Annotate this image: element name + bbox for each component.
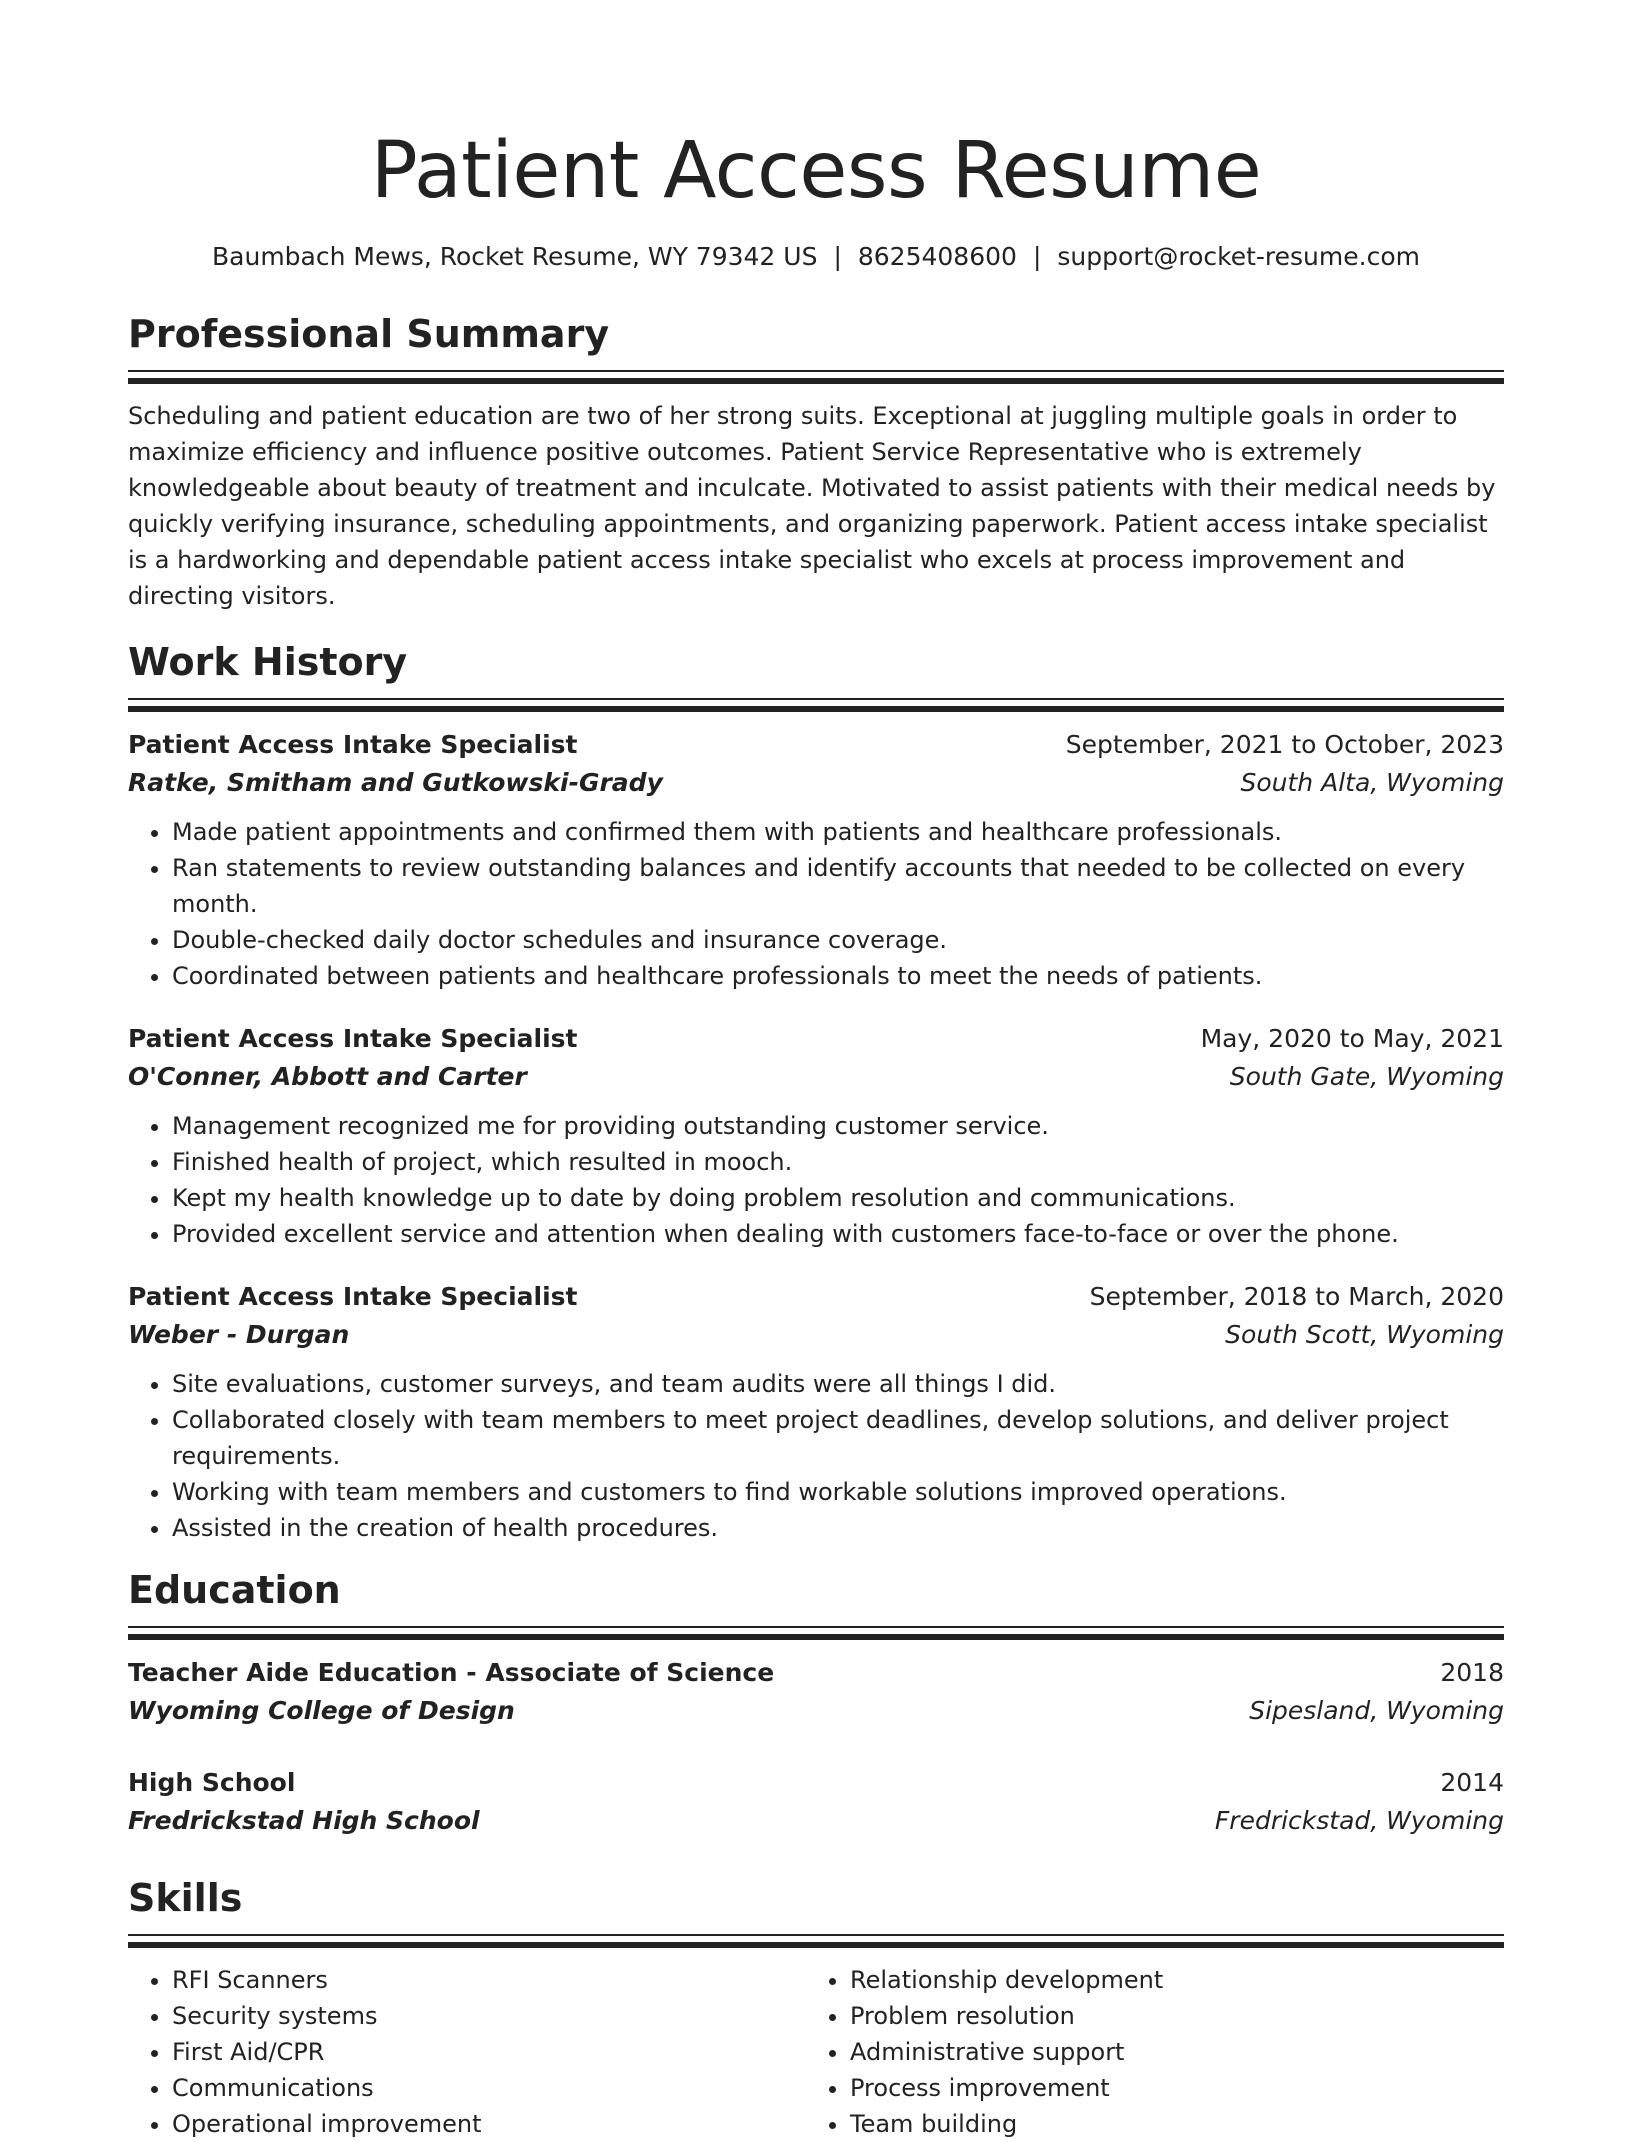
job-bullet: • Kept my health knowledge up to date by doing problem resolution and communications.	[172, 1180, 1504, 1216]
skills-list-left	[128, 1962, 806, 2142]
job-bullet: • Made patient appointments and confirmed them with patients and healthcare professionals.	[172, 814, 1504, 850]
skills-section	[128, 1874, 1504, 2142]
job-title: Patient Access Intake Specialist	[128, 1282, 578, 1311]
education-school: Fredrickstad High School	[128, 1806, 480, 1835]
section-divider	[128, 370, 1504, 384]
education-entry	[128, 1764, 1504, 1840]
job-location: South Gate, Wyoming	[1229, 1062, 1504, 1091]
job-entry	[128, 1020, 1504, 1252]
job-bullet: • Ran statements to review outstanding balances and identify accounts that needed to be collected on every month.	[172, 850, 1504, 922]
contact-phone: 8625408600	[857, 242, 1017, 271]
job-entry	[128, 1278, 1504, 1546]
job-header-row	[128, 726, 1504, 764]
education-degree: Teacher Aide Education - Associate of Science	[128, 1658, 775, 1687]
job-bullet: • Assisted in the creation of health procedures.	[172, 1510, 1504, 1546]
skill-item: • Administrative support	[850, 2034, 1484, 2070]
job-bullets	[128, 1108, 1504, 1252]
education-degree: High School	[128, 1768, 296, 1797]
education-year: 2014	[1440, 1768, 1504, 1797]
job-company-row	[128, 1058, 1504, 1096]
job-bullet: • Coordinated between patients and healthcare professionals to meet the needs of patients.	[172, 958, 1504, 994]
job-bullet: • Management recognized me for providing outstanding customer service.	[172, 1108, 1504, 1144]
job-bullet: • Finished health of project, which resulted in mooch.	[172, 1144, 1504, 1180]
skills-columns	[128, 1962, 1504, 2142]
section-title-skills: Skills	[128, 1876, 243, 1920]
skills-list-right	[806, 1962, 1484, 2142]
education-location: Sipesland, Wyoming	[1249, 1696, 1504, 1725]
job-bullet: • Provided excellent service and attention when dealing with customers face-to-face or over the phone.	[172, 1216, 1504, 1252]
education-header-row	[128, 1764, 1504, 1802]
summary-text: Scheduling and patient education are two of her strong suits. Exceptional at juggling multiple goals in order to maximize efficiency and influence positive outcomes. Patient Service Representative who is extremely knowledgeable about beauty of treatment and inculcate. Motivated to assist patients with their medical needs by quickly verifying insurance, scheduling appointments, and organizing paperwork. Patient access intake specialist is a hardworking and dependable patient access intake specialist who excels at process improvement and directing visitors.	[128, 402, 1496, 610]
job-bullet: • Working with team members and customers to find workable solutions improved operations.	[172, 1474, 1504, 1510]
job-header-row	[128, 1020, 1504, 1058]
job-company: O'Conner, Abbott and Carter	[128, 1062, 527, 1091]
section-title-summary: Professional Summary	[128, 312, 610, 356]
job-bullet: • Double-checked daily doctor schedules and insurance coverage.	[172, 922, 1504, 958]
section-title-education: Education	[128, 1568, 341, 1612]
education-header-row	[128, 1654, 1504, 1692]
contact-email: support@rocket-resume.com	[1057, 242, 1420, 271]
skill-item: • Operational improvement	[172, 2106, 806, 2142]
education-school: Wyoming College of Design	[128, 1696, 515, 1725]
education-school-row	[128, 1692, 1504, 1730]
section-title-work-history: Work History	[128, 640, 408, 684]
job-company: Ratke, Smitham and Gutkowski-Grady	[128, 768, 663, 797]
skill-item: • First Aid/CPR	[172, 2034, 806, 2070]
job-company: Weber - Durgan	[128, 1320, 350, 1349]
education-year: 2018	[1440, 1658, 1504, 1687]
job-location: South Alta, Wyoming	[1240, 768, 1504, 797]
job-dates: September, 2021 to October, 2023	[1065, 730, 1504, 759]
work-history-section	[128, 638, 1504, 1546]
job-company-row	[128, 764, 1504, 802]
contact-line	[128, 240, 1504, 274]
resume-name: Patient Access Resume	[370, 126, 1262, 216]
job-location: South Scott, Wyoming	[1225, 1320, 1504, 1349]
job-title: Patient Access Intake Specialist	[128, 730, 578, 759]
skill-item: • Relationship development	[850, 1962, 1484, 1998]
skill-item: • RFI Scanners	[172, 1962, 806, 1998]
resume-page	[128, 0, 1504, 2142]
skill-item: • Communications	[172, 2070, 806, 2106]
job-title: Patient Access Intake Specialist	[128, 1024, 578, 1053]
section-divider	[128, 1934, 1504, 1948]
job-dates: May, 2020 to May, 2021	[1200, 1024, 1504, 1053]
contact-separator: |	[833, 242, 842, 271]
section-divider	[128, 1626, 1504, 1640]
job-bullets	[128, 1366, 1504, 1546]
job-dates: September, 2018 to March, 2020	[1089, 1282, 1504, 1311]
skill-item: • Security systems	[172, 1998, 806, 2034]
job-company-row	[128, 1316, 1504, 1354]
education-school-row	[128, 1802, 1504, 1840]
skill-item: • Process improvement	[850, 2070, 1484, 2106]
skill-item: • Team building	[850, 2106, 1484, 2142]
summary-section	[128, 310, 1504, 614]
section-divider	[128, 698, 1504, 712]
education-section	[128, 1566, 1504, 1840]
job-header-row	[128, 1278, 1504, 1316]
contact-separator: |	[1032, 242, 1042, 271]
contact-address: Baumbach Mews, Rocket Resume, WY 79342 US	[212, 242, 818, 271]
education-location: Fredrickstad, Wyoming	[1214, 1806, 1504, 1835]
skill-item: • Problem resolution	[850, 1998, 1484, 2034]
job-bullet: • Collaborated closely with team members to meet project deadlines, develop solutions, and deliver project requirements.	[172, 1402, 1504, 1474]
education-entry	[128, 1654, 1504, 1730]
job-entry	[128, 726, 1504, 994]
job-bullets	[128, 814, 1504, 994]
job-bullet: • Site evaluations, customer surveys, and team audits were all things I did.	[172, 1366, 1504, 1402]
